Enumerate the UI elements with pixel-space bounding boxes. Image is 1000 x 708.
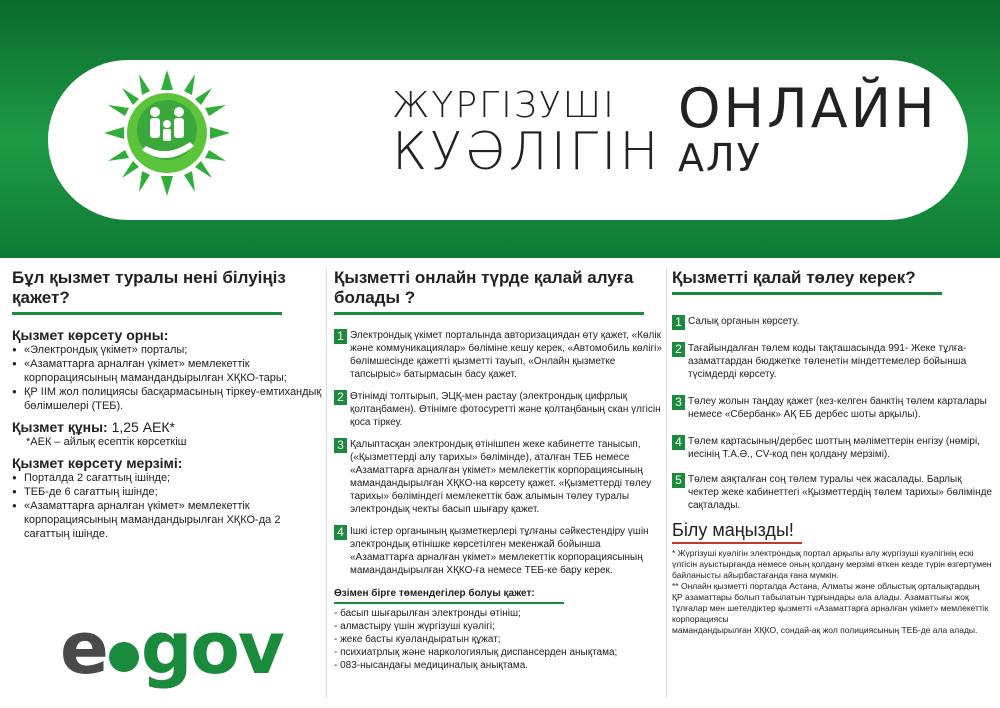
note-1: * Жүргізуші куәлігін электрондық портал арқылы алу жүргізуші куәлігінің ескі үлгісін ауыстырғанда немесе оның қолдану мерзімі өткен кезде түрін өзгертумен байланысты айырбастағанда ғана мүмкін.	[672, 548, 992, 580]
title-online: ОНЛАЙН	[678, 77, 938, 140]
egov-logo	[60, 606, 283, 690]
doc-item: - жеке басты куәландыратын құжат;	[334, 634, 501, 645]
payment-step	[672, 435, 992, 461]
term-item: ● Порталда 2 сағаттың ішінде;	[12, 471, 322, 485]
step-text: Ішкі істер органының қызметкерлері тұлғаны сәйкестендіру үшін электрондық өтінішке көрсетілген мекенжай бойынша «Азаматтарға арналған үкімет» мемлекеттік корпорациясының мамандандырылған ХҚКО-ға немесе ТЕБ-ке бару керек.	[350, 526, 649, 576]
note-3: мамандандырылған ХҚКО, сондай-ақ жол полициясының ТЕБ-де ала алады.	[672, 625, 978, 635]
step-text: Тағайындалған төлем коды тақташасында 991- Жеке тұлға-азаматтардан бюджетке төленетін міндеттемелер бойынша түсімдерді көрсету.	[688, 343, 967, 380]
step-number: 2	[672, 342, 685, 357]
egov-dot-icon	[109, 642, 139, 672]
cost-note: *АЕК – айлық есептік көрсеткіш	[26, 436, 187, 448]
cost-title: Қызмет құны:	[12, 419, 108, 435]
term-title: Қызмет көрсету мерзімі:	[12, 455, 183, 471]
payment-step	[672, 473, 992, 512]
doc-item: - басып шығарылған электронды өтініш;	[334, 608, 521, 619]
step-number: 4	[672, 435, 685, 450]
step-text: Электрондық үкімет порталында авторизациядан өту қажет, «Көлік және коммуникациялар» бөліміне кешу керек, «Автомобиль көлігі» бөлімшесінде қажетті қызметті тауып, «Онлайн қызметке тапсырыс» батырмасын басу қажет.	[350, 330, 662, 380]
title-right	[678, 77, 938, 180]
howto-step	[334, 438, 662, 516]
egov-gov: gov	[140, 606, 283, 690]
step-text: Қалыптасқан электрондық өтінішпен жеке кабинетте танысып, («Қызметтерді алу тарихы» бөлімінде), аталған ТЕБ немесе «Азаматтарға арналған үкімет» мемлекеттік корпорациясының мамандандырылған ХҚКО-на көрсету қажет. «Қызметтерді төлеу тарихы» бөліміндегі мемлекеттік баж алымын төлеу туралы электрондық чекты басып шығару қажет.	[350, 439, 652, 515]
place-item: ● «Электрондық үкімет» порталы;	[12, 343, 322, 357]
title-line2: КУӘЛІГІН	[392, 122, 662, 182]
step-number: 2	[334, 390, 347, 405]
title-left	[392, 85, 662, 182]
doc-item: - алмастыру үшін жүргізуші куәлігі;	[334, 621, 495, 632]
howto-step	[334, 390, 662, 429]
howto-step	[334, 329, 662, 381]
cost-line	[12, 419, 322, 435]
howto-heading: Қызметті онлайн түрде қалай алуға болады ?	[334, 268, 634, 307]
payment-step	[672, 342, 992, 381]
step-number: 3	[334, 438, 347, 453]
step-number: 4	[334, 525, 347, 540]
step-number: 3	[672, 395, 685, 410]
column-divider	[666, 268, 667, 698]
note-2: ** Онлайн қызметті порталда Астана, Алматы және облыстық орталықтардың ҚР азаматтары болып табылатын тұрғындары ала алады. Азаматтығы жоқ тұлғалар мен шетелдіктер қызметті «Азаматтарға арналған үкімет» мемлекеттік корпорациясы	[672, 581, 989, 624]
cost-value: 1,25 АЕК*	[111, 419, 175, 435]
egov-e: e	[60, 606, 107, 690]
howto-step	[334, 525, 662, 577]
column-divider	[326, 268, 327, 698]
title-get: АЛУ	[678, 136, 762, 180]
place-title: Қызмет көрсету орны:	[12, 327, 169, 343]
term-item: ● «Азаматтарға арналған үкімет» мемлекеттік корпорациясының мамандандырылған ХҚКО-да 2 сағаттың ішінде.	[12, 499, 322, 541]
info-column	[12, 268, 322, 541]
step-text: Төлем картасының/дербес шоттың мәліметтерін енгізу (нөмірі, иесінің Т.А.Ә., CV-код пен қолдану мерзімі).	[688, 436, 980, 460]
title-line1: ЖҮРГІЗУШІ	[392, 85, 616, 126]
step-text: Төлеу жолын таңдау қажет (кез-келген банктің төлем карталары немесе «Сбербанк» АҚ ЕБ дербес шоты арқылы).	[688, 396, 987, 420]
important-underline	[672, 542, 802, 544]
step-text: Өтінімді толтырып, ЭЦҚ-мен растау (электрондық цифрлық қолтаңбамен). Өтінімге фотосуретті және қолтаңбаның скан үлгісін қоса тіркеу.	[350, 391, 661, 428]
payment-column	[672, 268, 992, 636]
term-item: ● ТЕБ-де 6 сағаттың ішінде;	[12, 485, 322, 499]
important-title: Білу маңызды!	[672, 520, 794, 540]
doc-item: - 083-нысандағы медициналық анықтама.	[334, 660, 529, 671]
place-item: ● «Азаматтарға арналған үкімет» мемлекеттік корпорациясының мамандандырылған ХҚКО-тары;	[12, 357, 322, 385]
step-number: 5	[672, 473, 685, 488]
step-number: 1	[334, 329, 347, 344]
payment-step	[672, 315, 992, 328]
place-item: ● ҚР ІІМ жол полициясы басқармасының тіркеу-емтихандық бөлімшелері (ТЕБ).	[12, 385, 322, 413]
doc-item: - психиатрлық және наркологиялық диспансерден анықтама;	[334, 647, 618, 658]
docs-title: Өзімен бірге төмендегілер болуы қажет:	[334, 588, 535, 599]
step-text: Салық органын көрсету.	[688, 316, 800, 327]
payment-step	[672, 395, 992, 421]
step-number: 1	[672, 315, 685, 330]
step-text: Төлем аяқталған соң төлем туралы чек жасалады. Барлық чектер жеке кабинеттегі «Қызметтердің төлем тарихы» бөлімінде сақталады.	[688, 474, 993, 511]
payment-heading: Қызметті қалай төлеу керек?	[672, 268, 916, 287]
docs-underline	[334, 602, 564, 604]
family-sun-logo-icon	[102, 68, 232, 198]
info-heading: Бұл қызмет туралы нені білуіңіз қажет?	[12, 268, 286, 307]
howto-column	[334, 268, 662, 672]
